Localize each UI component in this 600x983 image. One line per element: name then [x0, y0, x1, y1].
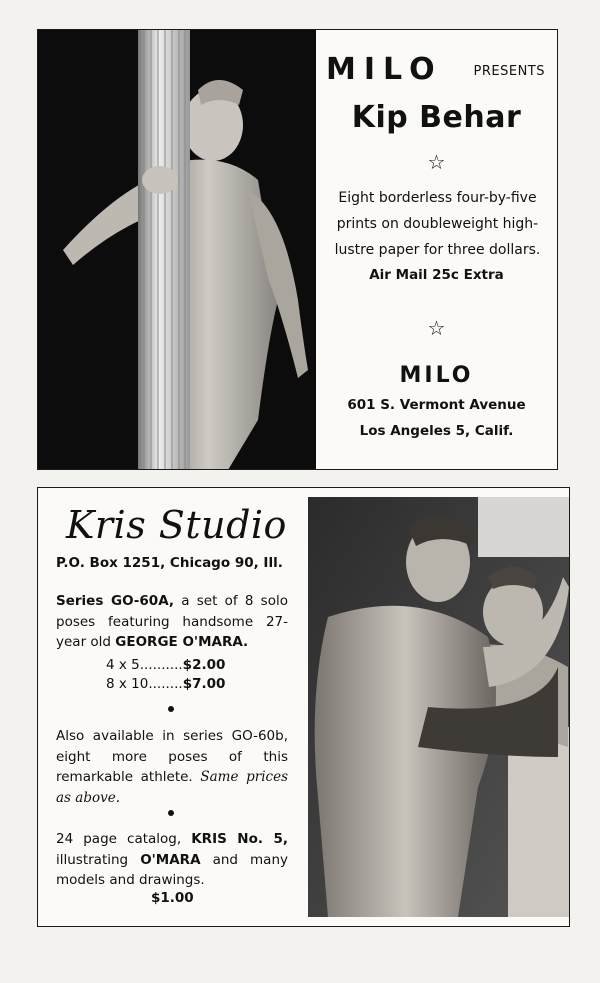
price-row — [106, 657, 225, 673]
also-available-text — [56, 726, 288, 808]
description-line: Eight borderless four-by-five — [338, 190, 537, 206]
price-size: 4 x 5 — [106, 657, 140, 673]
airmail-note: Air Mail 25c Extra — [369, 267, 504, 283]
kris-address: P.O. Box 1251, Chicago 90, Ill. — [56, 555, 283, 571]
milo-header — [316, 52, 557, 92]
milo-text-panel — [316, 30, 557, 469]
catalog-text — [56, 829, 288, 891]
kris-studio-title: Kris Studio — [66, 503, 287, 547]
model-name: Kip Behar — [351, 100, 522, 135]
same-prices-note: Same prices as above. — [56, 769, 288, 806]
catalog-mid: illustrating — [56, 851, 141, 868]
presents-label: PRESENTS — [473, 64, 545, 79]
kip-behar-photo-image — [38, 30, 316, 469]
star-icon: ☆ — [427, 316, 446, 340]
price-leader: .......... — [139, 657, 183, 673]
catalog-price: $1.00 — [151, 890, 194, 906]
milo-brand: MILO — [326, 52, 443, 87]
catalog-name: KRIS No. 5, — [191, 831, 288, 847]
milo-description — [328, 185, 547, 263]
george-omara-photo-image — [308, 497, 569, 917]
price-row — [106, 676, 225, 692]
series-model: GEORGE O'MARA. — [115, 634, 249, 650]
address-city: Los Angeles 5, Calif. — [359, 423, 514, 439]
milo-photo — [38, 30, 316, 469]
kris-studio-advertisement — [37, 487, 570, 927]
address-street: 601 S. Vermont Avenue — [347, 397, 526, 413]
bullet-dot — [168, 810, 174, 816]
description-line: prints on doubleweight high- — [336, 216, 539, 232]
series-description — [56, 591, 288, 653]
price-value: $2.00 — [182, 657, 226, 673]
catalog-pre: 24 page catalog, — [56, 831, 192, 847]
price-size: 8 x 10 — [106, 676, 149, 692]
milo-advertisement — [37, 29, 558, 470]
catalog-model: O'MARA — [140, 851, 201, 868]
price-value: $7.00 — [182, 676, 226, 692]
price-leader: ........ — [148, 676, 183, 692]
description-line: lustre paper for three dollars. — [334, 242, 541, 258]
also-text: Also available in series GO-60b, eight more poses of this remarkable athlete. — [56, 728, 288, 785]
milo-footer-brand: MILO — [399, 363, 474, 388]
kris-photo — [308, 497, 569, 917]
series-name: Series GO-60A, — [56, 593, 175, 609]
catalog-post: and many models and drawings. — [56, 851, 289, 888]
star-icon: ☆ — [427, 150, 446, 174]
series-text: a set of 8 solo poses featuring handsome 27-year old — [56, 593, 288, 650]
kris-text-panel — [38, 488, 298, 926]
bullet-dot — [168, 706, 174, 712]
